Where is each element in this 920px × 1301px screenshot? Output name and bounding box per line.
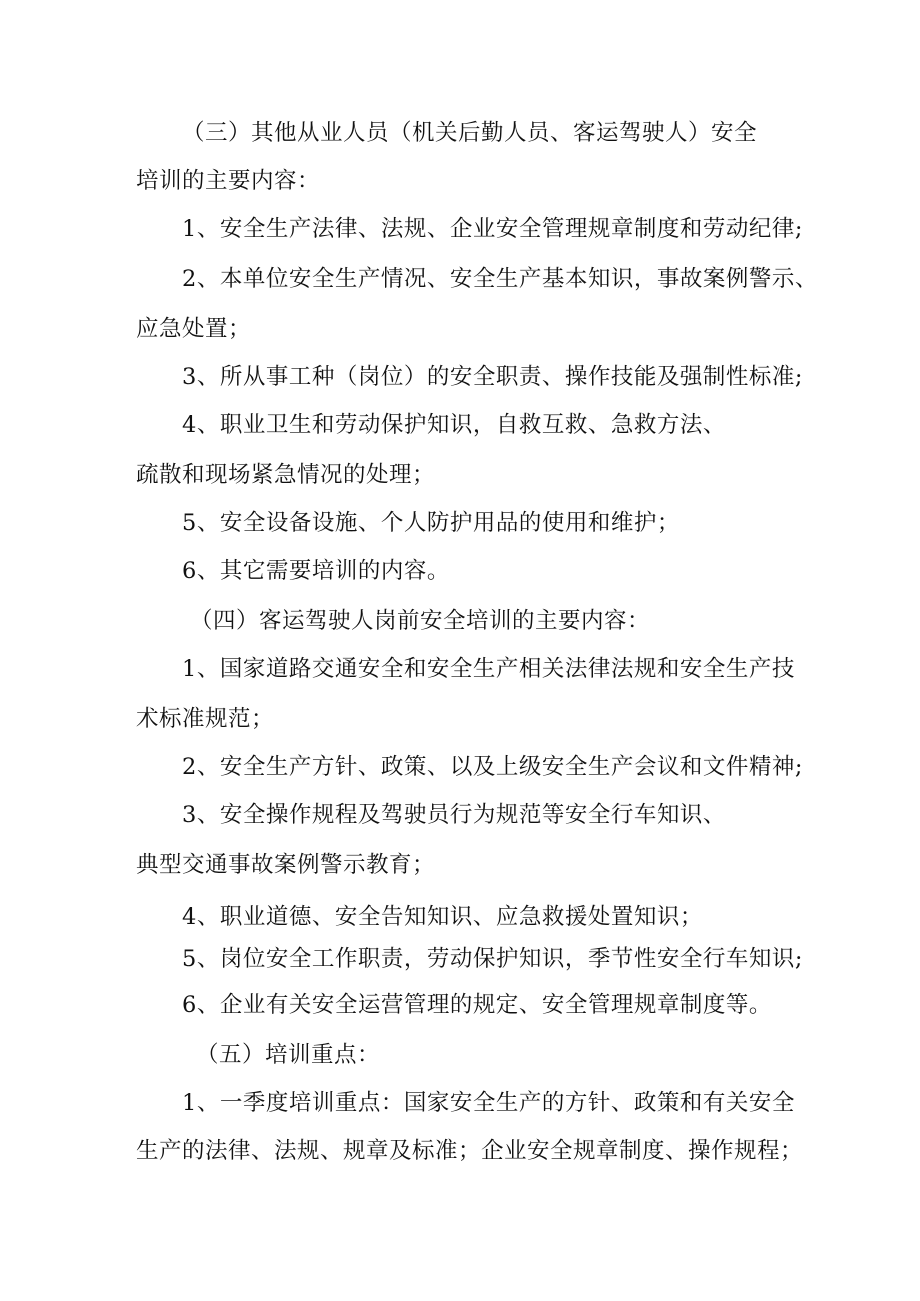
section-heading-4: （四）客运驾驶人岗前安全培训的主要内容： xyxy=(190,608,651,634)
list-item-line: 1、国家道路交通安全和安全生产相关法律法规和安全生产技 xyxy=(182,656,795,682)
list-item-line: 3、所从事工种（岗位）的安全职责、操作技能及强制性标准; xyxy=(182,364,803,390)
paragraph-line: 典型交通事故案例警示教育； xyxy=(136,852,436,878)
list-item-line: 1、一季度培训重点：国家安全生产的方针、政策和有关安全 xyxy=(182,1090,795,1116)
paragraph-line: 培训的主要内容： xyxy=(136,168,321,194)
paragraph-line: 术标准规范； xyxy=(136,706,275,732)
list-item-line: 1、安全生产法律、法规、企业安全管理规章制度和劳动纪律; xyxy=(182,216,803,242)
paragraph-line: 应急处置； xyxy=(136,316,252,342)
list-item-line: 6、其它需要培训的内容。 xyxy=(182,558,450,584)
paragraph-line: 疏散和现场紧急情况的处理； xyxy=(136,462,436,488)
list-item-line: 5、安全设备设施、个人防护用品的使用和维护； xyxy=(182,510,680,536)
paragraph-line: 生产的法律、法规、规章及标准；企业安全规章制度、操作规程； xyxy=(136,1138,804,1164)
list-item-line: 3、安全操作规程及驾驶员行为规范等安全行车知识、 xyxy=(182,802,726,828)
list-item-line: 5、岗位安全工作职责，劳动保护知识，季节性安全行车知识; xyxy=(182,946,803,972)
list-item-line: 4、职业道德、安全告知知识、应急救援处置知识； xyxy=(182,904,703,930)
list-item-line: 4、职业卫生和劳动保护知识，自救互救、急救方法、 xyxy=(182,412,726,438)
list-item-line: 2、本单位安全生产情况、安全生产基本知识，事故案例警示、 xyxy=(182,266,818,292)
list-item-line: 2、安全生产方针、政策、以及上级安全生产会议和文件精神; xyxy=(182,754,803,780)
list-item-line: 6、企业有关安全运营管理的规定、安全管理规章制度等。 xyxy=(182,992,772,1018)
section-heading-5: （五）培训重点： xyxy=(196,1042,381,1068)
section-heading-3: （三）其他从业人员（机关后勤人员、客运驾驶人）安全 xyxy=(182,120,758,146)
